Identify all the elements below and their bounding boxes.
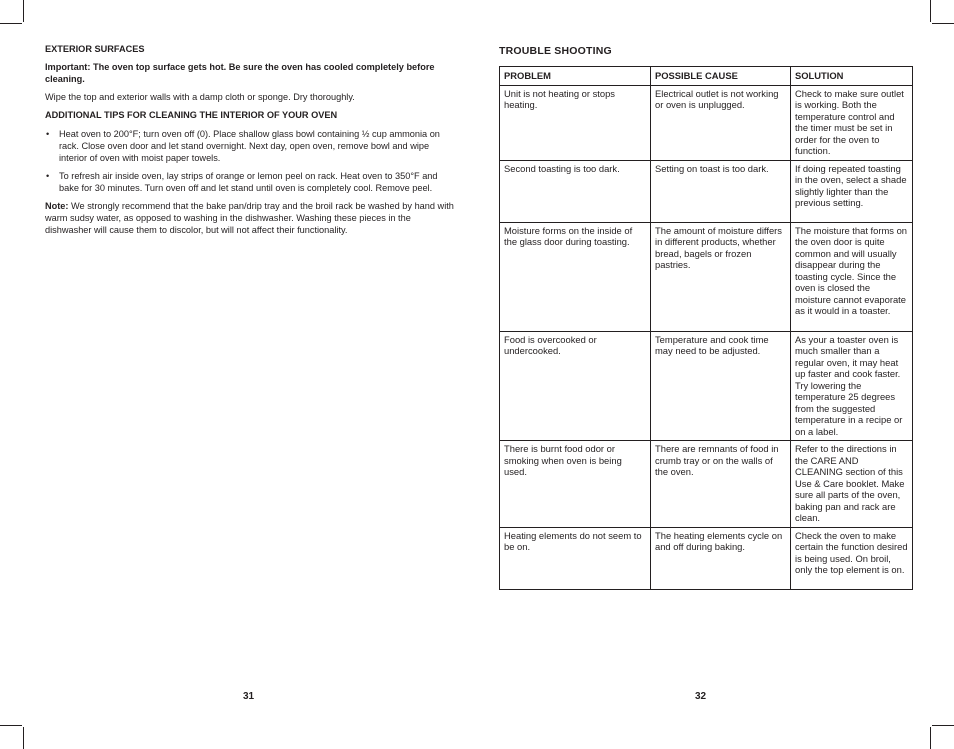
column-header-possible-cause: POSSIBLE CAUSE — [651, 67, 791, 86]
crop-mark-top-left-vertical — [23, 0, 24, 22]
bullet-icon: • — [46, 129, 50, 139]
column-header-problem: PROBLEM — [500, 67, 651, 86]
cause-cell: Temperature and cook time may need to be adjusted. — [651, 331, 791, 441]
problem-cell: Moisture forms on the inside of the glass door during toasting. — [500, 222, 651, 331]
table-row — [500, 160, 913, 222]
cause-cell: There are remnants of food in crumb tray or on the walls of the oven. — [651, 441, 791, 528]
tips-list — [45, 128, 457, 194]
problem-cell: There is burnt food odor or smoking when oven is being used. — [500, 441, 651, 528]
cause-cell: Setting on toast is too dark. — [651, 160, 791, 222]
cause-cell: The amount of moisture differs in different products, whether bread, bagels or frozen pastries. — [651, 222, 791, 331]
crop-mark-top-right-horizontal — [932, 23, 954, 24]
column-header-solution: SOLUTION — [791, 67, 913, 86]
cause-cell: Electrical outlet is not working or oven is unplugged. — [651, 85, 791, 160]
trouble-shooting-table — [499, 66, 913, 590]
problem-cell: Food is overcooked or undercooked. — [500, 331, 651, 441]
crop-mark-bottom-right-horizontal — [932, 725, 954, 726]
additional-tips-heading: ADDITIONAL TIPS FOR CLEANING THE INTERIOR OF YOUR OVEN — [45, 110, 338, 120]
important-warning: Important: The oven top surface gets hot. Be sure the oven has cooled completely before cleaning. — [45, 62, 435, 84]
list-item — [45, 128, 457, 164]
trouble-shooting-title: TROUBLE SHOOTING — [499, 45, 612, 57]
table-row — [500, 331, 913, 441]
solution-cell: Refer to the directions in the CARE AND CLEANING section of this Use & Care booklet. Make sure all parts of the oven, baking pan and rack are clean. — [791, 441, 913, 528]
problem-cell: Heating elements do not seem to be on. — [500, 527, 651, 589]
right-page — [499, 45, 912, 590]
table-row — [500, 441, 913, 528]
list-item — [45, 170, 457, 194]
solution-cell: The moisture that forms on the oven door is quite common and will usually disappear during the toasting cycle. Since the oven is closed the moisture cannot evaporate as it would in a toaster. — [791, 222, 913, 331]
tip-text: To refresh air inside oven, lay strips of orange or lemon peel on rack. Heat oven to 350°F and bake for 30 minutes. Turn oven off and let stand until oven is completely cool. Remove peel. — [59, 171, 438, 193]
solution-cell: As your a toaster oven is much smaller than a regular oven, it may heat up faster and cook faster. Try lowering the temperature 25 degrees from the suggested temperature in a recipe or on a label. — [791, 331, 913, 441]
problem-cell: Second toasting is too dark. — [500, 160, 651, 222]
problem-cell: Unit is not heating or stops heating. — [500, 85, 651, 160]
crop-mark-bottom-right-vertical — [930, 727, 931, 749]
table-row — [500, 85, 913, 160]
page-number-left: 31 — [243, 691, 255, 702]
note-paragraph — [45, 200, 457, 236]
left-page — [45, 43, 457, 236]
solution-cell: Check to make sure outlet is working. Both the temperature control and the timer must be set in order for the oven to function. — [791, 85, 913, 160]
solution-cell: If doing repeated toasting in the oven, select a shade slightly lighter than the previous setting. — [791, 160, 913, 222]
crop-mark-top-left-horizontal — [0, 23, 22, 24]
crop-mark-bottom-left-horizontal — [0, 725, 22, 726]
note-text: We strongly recommend that the bake pan/drip tray and the broil rack be washed by hand with warm sudsy water, as opposed to washing in the dishwasher. Washing these pieces in the dishwasher will cause them to discolor, but will not affect their functionality. — [45, 201, 454, 235]
exterior-surfaces-heading: EXTERIOR SURFACES — [45, 44, 145, 54]
tip-text: Heat oven to 200°F; turn oven off (0). Place shallow glass bowl containing ½ cup ammonia on rack. Close oven door and let stand overnight. Next day, open oven, remove bowl and wipe interior of oven with moist paper towels. — [59, 129, 440, 163]
note-label: Note: — [45, 201, 69, 211]
table-header-row — [500, 67, 913, 86]
page-number-right: 32 — [695, 691, 707, 702]
crop-mark-top-right-vertical — [930, 0, 931, 22]
solution-cell: Check the oven to make certain the function desired is being used. On broil, only the top element is on. — [791, 527, 913, 589]
bullet-icon: • — [46, 171, 50, 181]
table-row — [500, 527, 913, 589]
table-row — [500, 222, 913, 331]
crop-mark-bottom-left-vertical — [23, 727, 24, 749]
wipe-instructions: Wipe the top and exterior walls with a damp cloth or sponge. Dry thoroughly. — [45, 92, 355, 102]
cause-cell: The heating elements cycle on and off during baking. — [651, 527, 791, 589]
